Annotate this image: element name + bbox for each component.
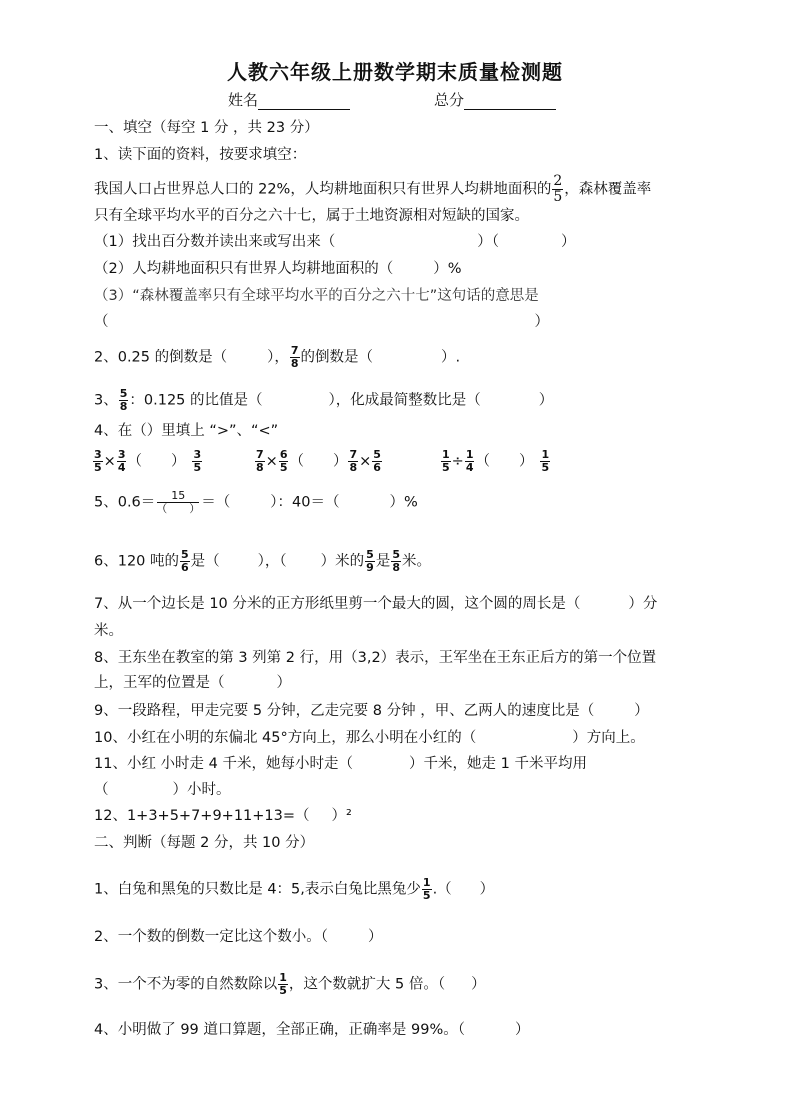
q1-sub2: （2）人均耕地面积只有世界人均耕地面积的（ ）%	[94, 261, 462, 277]
fraction-seven-eighths: $\frac{7}{8}$	[290, 344, 299, 370]
q1-passage-line1: 我国人口占世界总人口的 22%，人均耕地面积只有世界人均耕地面积的 $\frac{2}{5}$ ，森林覆盖率	[94, 173, 652, 205]
name-label: 姓名	[228, 91, 259, 109]
score-field[interactable]	[434, 90, 556, 110]
q11-line1: 11、小红 小时走 4 千米，她每小时走（ ）千米，她走 1 千米平均用	[94, 756, 587, 772]
score-label: 总分	[434, 91, 465, 109]
q10: 10、小红在小明的东偏北 45°方向上，那么小明在小红的（ ）方向上。	[94, 730, 645, 746]
q3: 3、 $\frac{5}{8}$ ：0.125 的比值是（ ），化成最简整数比是（ ）	[94, 387, 554, 413]
page-title: 人教六年级上册数学期末质量检测题	[227, 60, 563, 84]
q2: 2、0.25 的倒数是（ ）， $\frac{7}{8}$ 的倒数是（ ）.	[94, 344, 461, 370]
q7-line2: 米。	[94, 623, 123, 639]
q1-sub1: （1）找出百分数并读出来或写出来（ ）（ ）	[94, 234, 576, 250]
q4-item-1: $\frac{3}{5}$ × $\frac{3}{4}$ （ ） $\frac{3}{5}$	[94, 448, 202, 474]
q4-item-3: $\frac{1}{5}$ ÷ $\frac{1}{4}$ （ ） $\frac{1}{5}$	[442, 448, 550, 474]
fraction-five-eighths: $\frac{5}{8}$	[119, 387, 128, 413]
q1-passage-line2: 只有全球平均水平的百分之六十七，属于土地资源相对短缺的国家。	[94, 208, 529, 224]
fraction-fifteen-over-blank: $\frac{15}{( )}$	[156, 489, 201, 515]
fraction-one-fifth-2: $\frac{1}{5}$	[279, 971, 287, 997]
fraction-two-fifths: $\frac{2}{5}$	[553, 173, 563, 205]
section1-heading: 一、填空（每空 1 分 ，共 23 分）	[94, 120, 319, 136]
q8-line1: 8、王东坐在教室的第 3 列第 2 行，用（3,2）表示，王军坐在王东正后方的第一个位置	[94, 650, 657, 666]
q6: 6、120 吨的 $\frac{5}{6}$ 是（ ），（ ）米的 $\frac{5}{9}$ 是 $\frac{5}{8}$ 米。	[94, 548, 431, 574]
q1-sub3: （3）“森林覆盖率只有全球平均水平的百分之六十七”这句话的意思是	[94, 288, 539, 304]
q9: 9、一段路程，甲走完要 5 分钟，乙走完要 8 分钟 ，甲、乙两人的速度比是（ ）	[94, 703, 649, 719]
section2-heading: 二、判断（每题 2 分，共 10 分）	[94, 835, 315, 851]
score-blank[interactable]	[464, 93, 556, 110]
q8-line2: 上，王军的位置是（ ）	[94, 675, 291, 691]
fraction-one-fifth: $\frac{1}{5}$	[422, 876, 431, 902]
judge-q1: 1、白兔和黑兔的只数比是 4：5,表示白兔比黑兔少 $\frac{1}{5}$ .（ ）	[94, 876, 495, 902]
q5: 5、0.6＝ $\frac{15}{( )}$ ＝（ ）：40＝（ ）%	[94, 489, 418, 515]
q1-stem: 1、读下面的资料，按要求填空：	[94, 147, 307, 163]
q11-line2: （ ）小时。	[94, 782, 231, 798]
judge-q3: 3、一个不为零的自然数除以 $\frac{1}{5}$ ，这个数就扩大 5 倍。（ ）	[94, 971, 486, 997]
q4-item-2: $\frac{7}{8}$ × $\frac{6}{5}$ （ ） $\frac{7}{8}$ × $\frac{5}{6}$	[256, 448, 381, 474]
q12: 12、1+3+5+7+9+11+13=（ ）²	[94, 808, 352, 824]
q1-sub3-answer[interactable]: （ ）	[94, 314, 549, 330]
name-field[interactable]	[228, 90, 350, 110]
judge-q2: 2、一个数的倒数一定比这个数小。（ ）	[94, 929, 383, 945]
judge-q4: 4、小明做了 99 道口算题，全部正确，正确率是 99%。（ ）	[94, 1022, 530, 1038]
q7-line1: 7、从一个边长是 10 分米的正方形纸里剪一个最大的圆，这个圆的周长是（ ）分	[94, 596, 658, 612]
name-blank[interactable]	[258, 93, 350, 110]
q4-stem: 4、在（）里填上 “>”、“<”	[94, 423, 279, 439]
